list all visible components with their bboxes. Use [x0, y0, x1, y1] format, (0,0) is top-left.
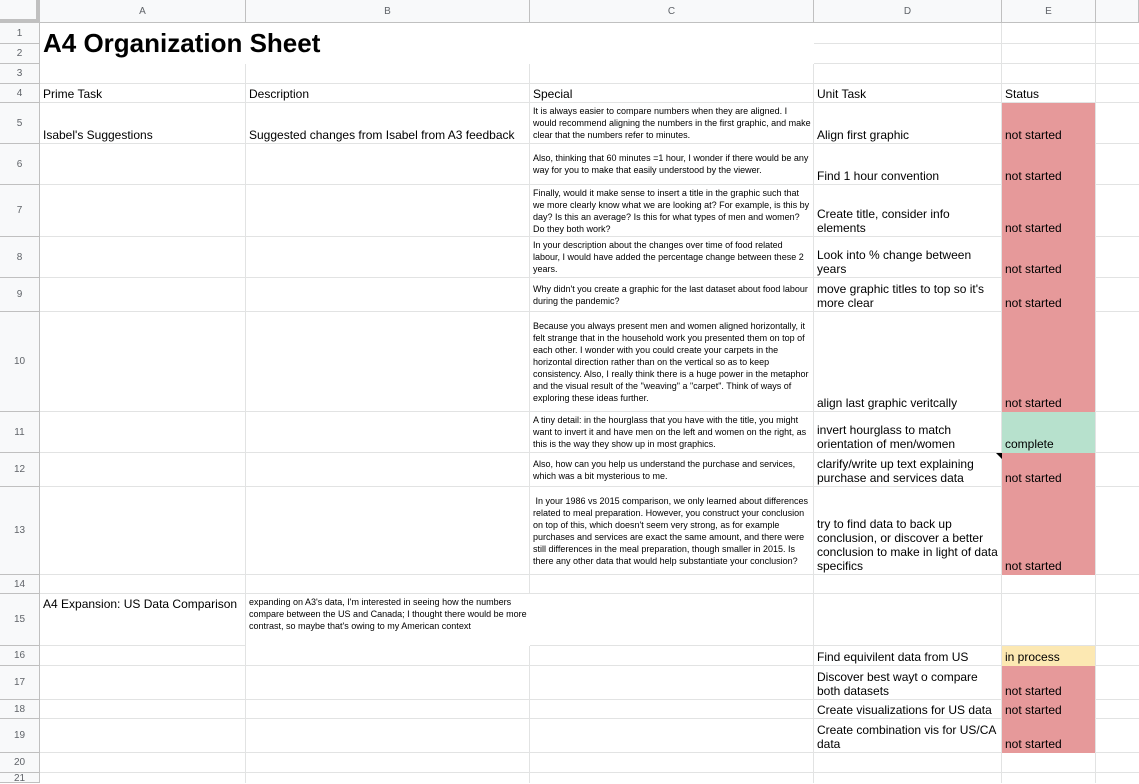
description-cell[interactable]: expanding on A3's data, I'm interested in seeing how the numbers compare between the US and Canada; I thought there would be more contrast, so maybe that's owing to my American context [246, 594, 530, 646]
status-cell[interactable]: not started [1002, 719, 1096, 753]
status-cell[interactable]: not started [1002, 487, 1096, 575]
row-header[interactable]: 18 [0, 700, 40, 719]
unit-task-cell[interactable]: Find equivilent data from US [817, 650, 969, 664]
status-cell[interactable]: not started [1002, 103, 1096, 144]
special-cell[interactable]: Also, thinking that 60 minutes =1 hour, I wonder if there would be any way for you to make that easily understood by the viewer. [533, 153, 811, 175]
status-cell[interactable]: in process [1002, 646, 1096, 666]
status-cell[interactable]: not started [1002, 144, 1096, 185]
row-header[interactable]: 10 [0, 312, 40, 412]
row-header[interactable]: 15 [0, 594, 40, 646]
header-unit-task[interactable]: Unit Task [817, 87, 867, 101]
row-header[interactable]: 19 [0, 719, 40, 753]
special-cell[interactable]: A tiny detail: in the hourglass that you have with the title, you might want to invert it and have men on the left and women on the right, as this is the way they show up in most graphics. [533, 415, 809, 449]
status-cell[interactable]: not started [1002, 237, 1096, 278]
prime-task-cell[interactable]: A4 Expansion: US Data Comparison [43, 597, 238, 611]
unit-task-cell[interactable]: Look into % change between years [817, 248, 975, 276]
row-header[interactable]: 12 [0, 453, 40, 487]
status-cell[interactable]: not started [1002, 185, 1096, 237]
row-header[interactable]: 11 [0, 412, 40, 453]
description-cell[interactable]: Suggested changes from Isabel from A3 feedback [249, 128, 515, 142]
unit-task-cell[interactable]: Create title, consider info elements [817, 207, 954, 235]
select-all-corner[interactable] [0, 0, 40, 23]
unit-task-cell[interactable]: Discover best wayt o compare both datasets [817, 670, 982, 698]
row-header[interactable]: 3 [0, 64, 40, 84]
row-header[interactable]: 6 [0, 144, 40, 185]
column-header-c[interactable]: C [530, 0, 814, 23]
sheet-title[interactable]: A4 Organization Sheet [40, 23, 814, 64]
column-header-d[interactable]: D [814, 0, 1002, 23]
column-header-e[interactable]: E [1002, 0, 1096, 23]
unit-task-cell[interactable]: try to find data to back up conclusion, or discover a better conclusion to make in light of data specifics [817, 517, 1002, 573]
row-header[interactable]: 17 [0, 666, 40, 700]
row-header[interactable]: 1 [0, 23, 40, 44]
column-header-b[interactable]: B [246, 0, 530, 23]
header-prime-task[interactable]: Prime Task [43, 87, 103, 101]
unit-task-cell[interactable]: clarify/write up text explaining purchase and services data [817, 457, 978, 485]
row-header[interactable]: 14 [0, 575, 40, 594]
header-special[interactable]: Special [533, 87, 573, 101]
status-cell[interactable]: not started [1002, 700, 1096, 719]
row-header[interactable]: 5 [0, 103, 40, 144]
unit-task-cell[interactable]: Find 1 hour convention [817, 169, 940, 183]
special-cell[interactable]: It is always easier to compare numbers when they are aligned. I would recommend aligning the numbers in the first graphic, and make clear that the numbers refer to minutes. [533, 106, 814, 140]
special-cell[interactable]: Why didn't you create a graphic for the last dataset about food labour during the pandemic? [533, 283, 811, 306]
row-header[interactable]: 4 [0, 84, 40, 103]
status-cell[interactable]: not started [1002, 666, 1096, 700]
status-cell[interactable]: not started [1002, 312, 1096, 412]
special-cell[interactable]: Also, how can you help us understand the purchase and services, which was a bit mysterious to me. [533, 458, 798, 481]
row-header[interactable]: 16 [0, 646, 40, 666]
unit-task-cell[interactable]: Create visualizations for US data [817, 703, 992, 717]
row-header[interactable]: 13 [0, 487, 40, 575]
unit-task-cell[interactable]: align last graphic veritcally [817, 396, 958, 410]
special-cell[interactable]: Because you always present men and women aligned horizontally, it felt strange that in the household work you presented them on top of each other. I wonder with you could create your carpets in the horizontal direction rather than on the vertical so as to keep consistency. Also, I really think there is a huge power in the metaphor and the visual result of the "weaving" a "carpet". Think of ways of exploring these ideas further. [533, 320, 811, 403]
special-cell[interactable]: In your description about the changes over time of food related labour, I would have added the percentage change between these 2 years. [533, 240, 807, 274]
status-cell[interactable]: complete [1002, 412, 1096, 453]
header-status[interactable]: Status [1005, 87, 1040, 101]
row-header[interactable]: 7 [0, 185, 40, 237]
prime-task-cell[interactable]: Isabel's Suggestions [43, 128, 153, 142]
unit-task-cell[interactable]: invert hourglass to match orientation of men/women [817, 423, 956, 451]
row-header[interactable]: 8 [0, 237, 40, 278]
unit-task-cell[interactable]: move graphic titles to top so it's more clear [817, 282, 988, 310]
special-cell[interactable]: In your 1986 vs 2015 comparison, we only learned about differences related to meal preparation. However, you construct your conclusion on top of this, which doesn't seem very strong, as for example purchases and services are exact the same amount, and there were still differences in the meal preparation, though smaller in 2015. Is there any other data that would help substantiate your conclusion? [533, 495, 811, 566]
column-header-a[interactable]: A [40, 0, 246, 23]
row-header[interactable]: 2 [0, 44, 40, 64]
unit-task-cell[interactable]: Create combination vis for US/CA data [817, 723, 1000, 751]
special-cell[interactable]: Finally, would it make sense to insert a title in the graphic such that we more clearly know what we are looking at? For example, is this by day? Is this an average? Is this for what types of men and women? Do they both work? [533, 187, 812, 234]
row-header[interactable]: 9 [0, 278, 40, 312]
column-header-f[interactable] [1096, 0, 1139, 23]
row-header[interactable]: 21 [0, 773, 40, 783]
row-header[interactable]: 20 [0, 753, 40, 773]
header-description[interactable]: Description [249, 87, 310, 101]
unit-task-cell[interactable]: Align first graphic [817, 128, 910, 142]
status-cell[interactable]: not started [1002, 278, 1096, 312]
status-cell[interactable]: not started [1002, 453, 1096, 487]
